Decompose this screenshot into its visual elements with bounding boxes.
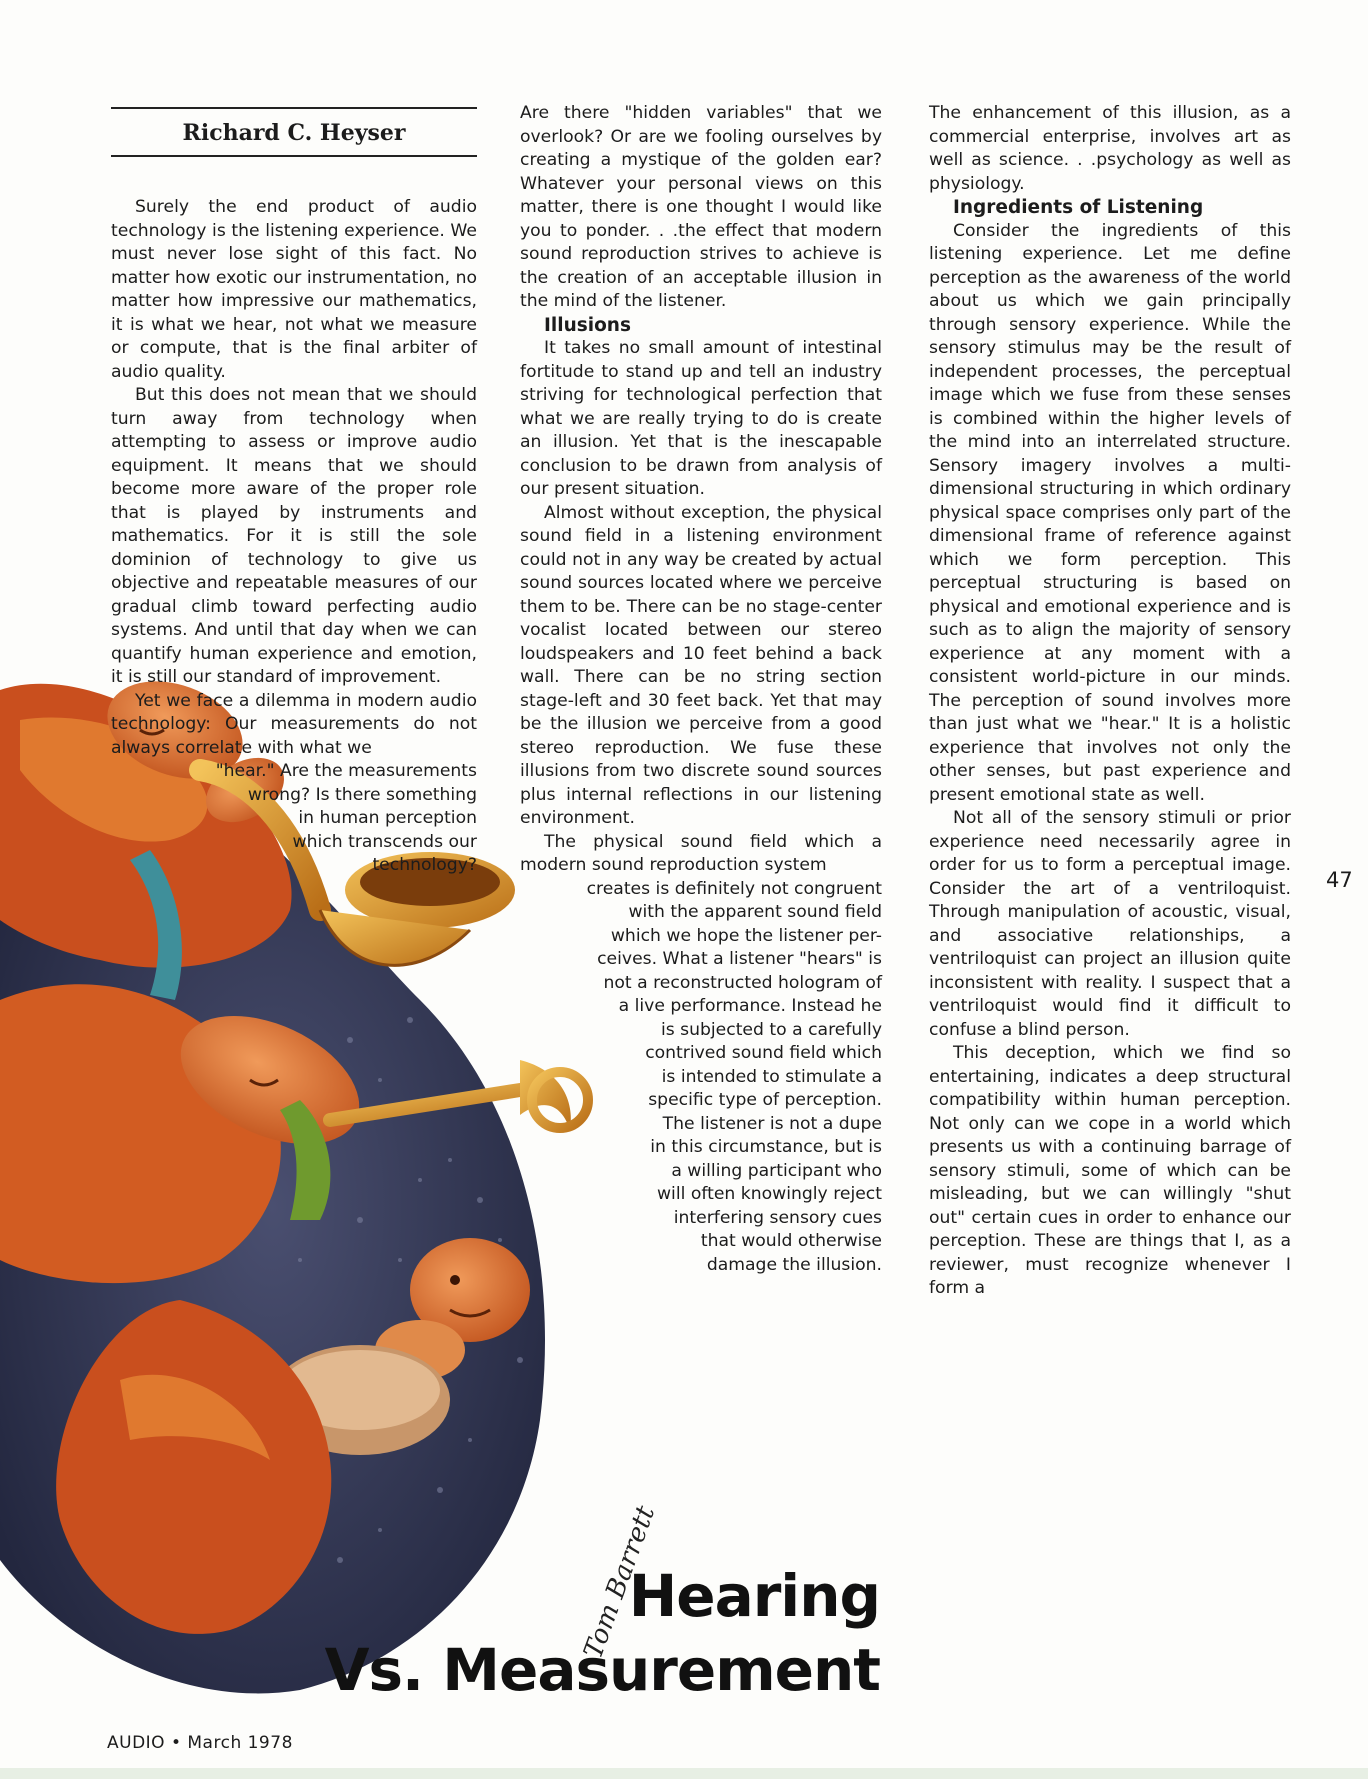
page-number: 47 xyxy=(1326,868,1353,892)
paragraph: This deception, which we find so entertaining, indicates a deep structural compatibility within human perception. Not only can we cope in a world which presents us with a continuing barrage of sensory stimuli, some of which can be misleading, but we can willingly "shut out" certain cues in order to enhance our perception. These are things that I, as a reviewer, must recognize whenever I form a xyxy=(929,1043,1291,1298)
headline-line-2: Vs. Measurement xyxy=(324,1636,880,1704)
scan-edge xyxy=(0,1768,1368,1779)
paragraph: But this does not mean that we should turn away from technology when attempting to assess or improve audio equipment. It means that we should become more aware of the proper role that is played by instruments and mathematics. For it is still the sole dominion of technology to give us objective and repeatable measures of our gradual climb toward perfecting audio systems. And until that day when we can quantify human experience and emotion, it is still our standard of improvement. xyxy=(111,385,477,687)
text-line: specific type of perception. xyxy=(648,1090,882,1110)
byline: Richard C. Heyser xyxy=(111,107,477,157)
paragraph: Surely the end product of audio technology is the listening experience. We must never lose sight of this fact. No matter how exotic our instrumentation, no matter how impressive our mathematics, it is what we hear, not what we measure or compute, that is the final arbiter of audio quality. xyxy=(111,197,477,382)
taper-lines xyxy=(520,878,882,1278)
text-line: which we hope the listener per- xyxy=(610,925,882,946)
column-3 xyxy=(929,102,1291,1301)
text-line: ceives. What a listener "hears" is xyxy=(597,949,882,969)
text-line: "hear." Are the measurements xyxy=(215,761,477,781)
headline-line-1: Hearing xyxy=(628,1562,880,1630)
paragraph: Not all of the sensory stimuli or prior experience need necessarily agree in order for us to form a perceptual image. Consider the art of a ventriloquist. Through manipulation of acoustic, visual, and associative relationships, a ventriloquist can project an illusion quite inconsistent with reality. I suspect that a ventriloquist would find it difficult to confuse a blind person. xyxy=(929,808,1291,1040)
text-line: creates is definitely not congruent xyxy=(586,878,882,899)
text-line: damage the illusion. xyxy=(706,1254,882,1275)
paragraph: Almost without exception, the physical sound field in a listening environment could not in any way be created by actual sound sources located where we perceive them to be. There can be no stage-center vocalist located between our stereo loudspeakers and 10 feet behind a back wall. There can be no string section stage-left and 30 feet back. Yet that may be the illusion we perceive from a good stereo reproduction. We fuse these illusions from two discrete sound sources plus internal reflections in our listening environment. xyxy=(520,502,882,828)
taper-lines xyxy=(111,760,477,878)
text-line: technology? xyxy=(372,855,477,875)
text-line: will often knowingly reject xyxy=(657,1184,882,1204)
text-line: is subjected to a carefully xyxy=(660,1019,882,1040)
text-line: The listener is not a dupe xyxy=(662,1113,882,1134)
section-heading: Ingredients of Listening xyxy=(953,197,1204,218)
text-line: with the apparent sound field xyxy=(628,902,882,922)
column-1 xyxy=(111,196,477,878)
text-line: a willing participant who xyxy=(671,1160,882,1181)
text-line: interfering sensory cues xyxy=(673,1207,882,1228)
text-line: a live performance. Instead he xyxy=(618,996,882,1016)
text-line: is intended to stimulate a xyxy=(661,1066,882,1087)
text-line: which transcends our xyxy=(292,831,477,852)
column-2 xyxy=(520,102,882,1277)
text-line: in this circumstance, but is xyxy=(650,1137,882,1157)
footer-issue: AUDIO • March 1978 xyxy=(107,1733,293,1753)
paragraph: The enhancement of this illusion, as a commercial enterprise, involves art as well as science. . .psychology as well as physiology. xyxy=(929,103,1291,194)
text-line: not a reconstructed hologram of xyxy=(603,972,882,993)
text-line: wrong? Is there something xyxy=(247,784,477,805)
artist-signature: Tom Barrett xyxy=(578,1502,662,1663)
text-line: contrived sound field which xyxy=(645,1043,882,1063)
text-line: that would otherwise xyxy=(700,1231,882,1251)
paragraph: Are there "hidden variables" that we overlook? Or are we fooling ourselves by creating a mystique of the golden ear? Whatever your personal views on this matter, there is one thought I would like you to ponder. . .the effect that modern sound reproduction strives to achieve is the creation of an acceptable illusion in the mind of the listener. xyxy=(520,103,882,311)
paragraph: The physical sound field which a modern sound reproduction system xyxy=(520,831,882,875)
text-line: in human perception xyxy=(298,808,477,828)
section-heading: Illusions xyxy=(544,314,631,336)
paragraph: Yet we face a dilemma in modern audio technology: Our measurements do not always correlate with what we xyxy=(111,690,477,758)
paragraph: It takes no small amount of intestinal fortitude to stand up and tell an industry striving for technological perfection that what we are really trying to do is create an illusion. Yet that is the inescapable conclusion to be drawn from analysis of our present situation. xyxy=(520,338,882,499)
paragraph: Consider the ingredients of this listening experience. Let me define perception as the awareness of the world about us which we gain principally through sensory experience. While the sensory stimulus may be the result of independent processes, the perceptual image which we fuse from these senses is combined within the higher levels of the mind into an interrelated structure. Sensory imagery involves a multi-dimensional structuring in which ordinary physical space comprises only part of the dimensional frame of reference against which we form perception. This perceptual structuring is based on physical and emotional experience and is such as to align the majority of sensory experience at any moment with a consistent world-picture in our minds. The perception of sound involves more than just what we "hear." It is a holistic experience that involves not only the other senses, but past experience and present emotional state as well. xyxy=(929,220,1291,805)
